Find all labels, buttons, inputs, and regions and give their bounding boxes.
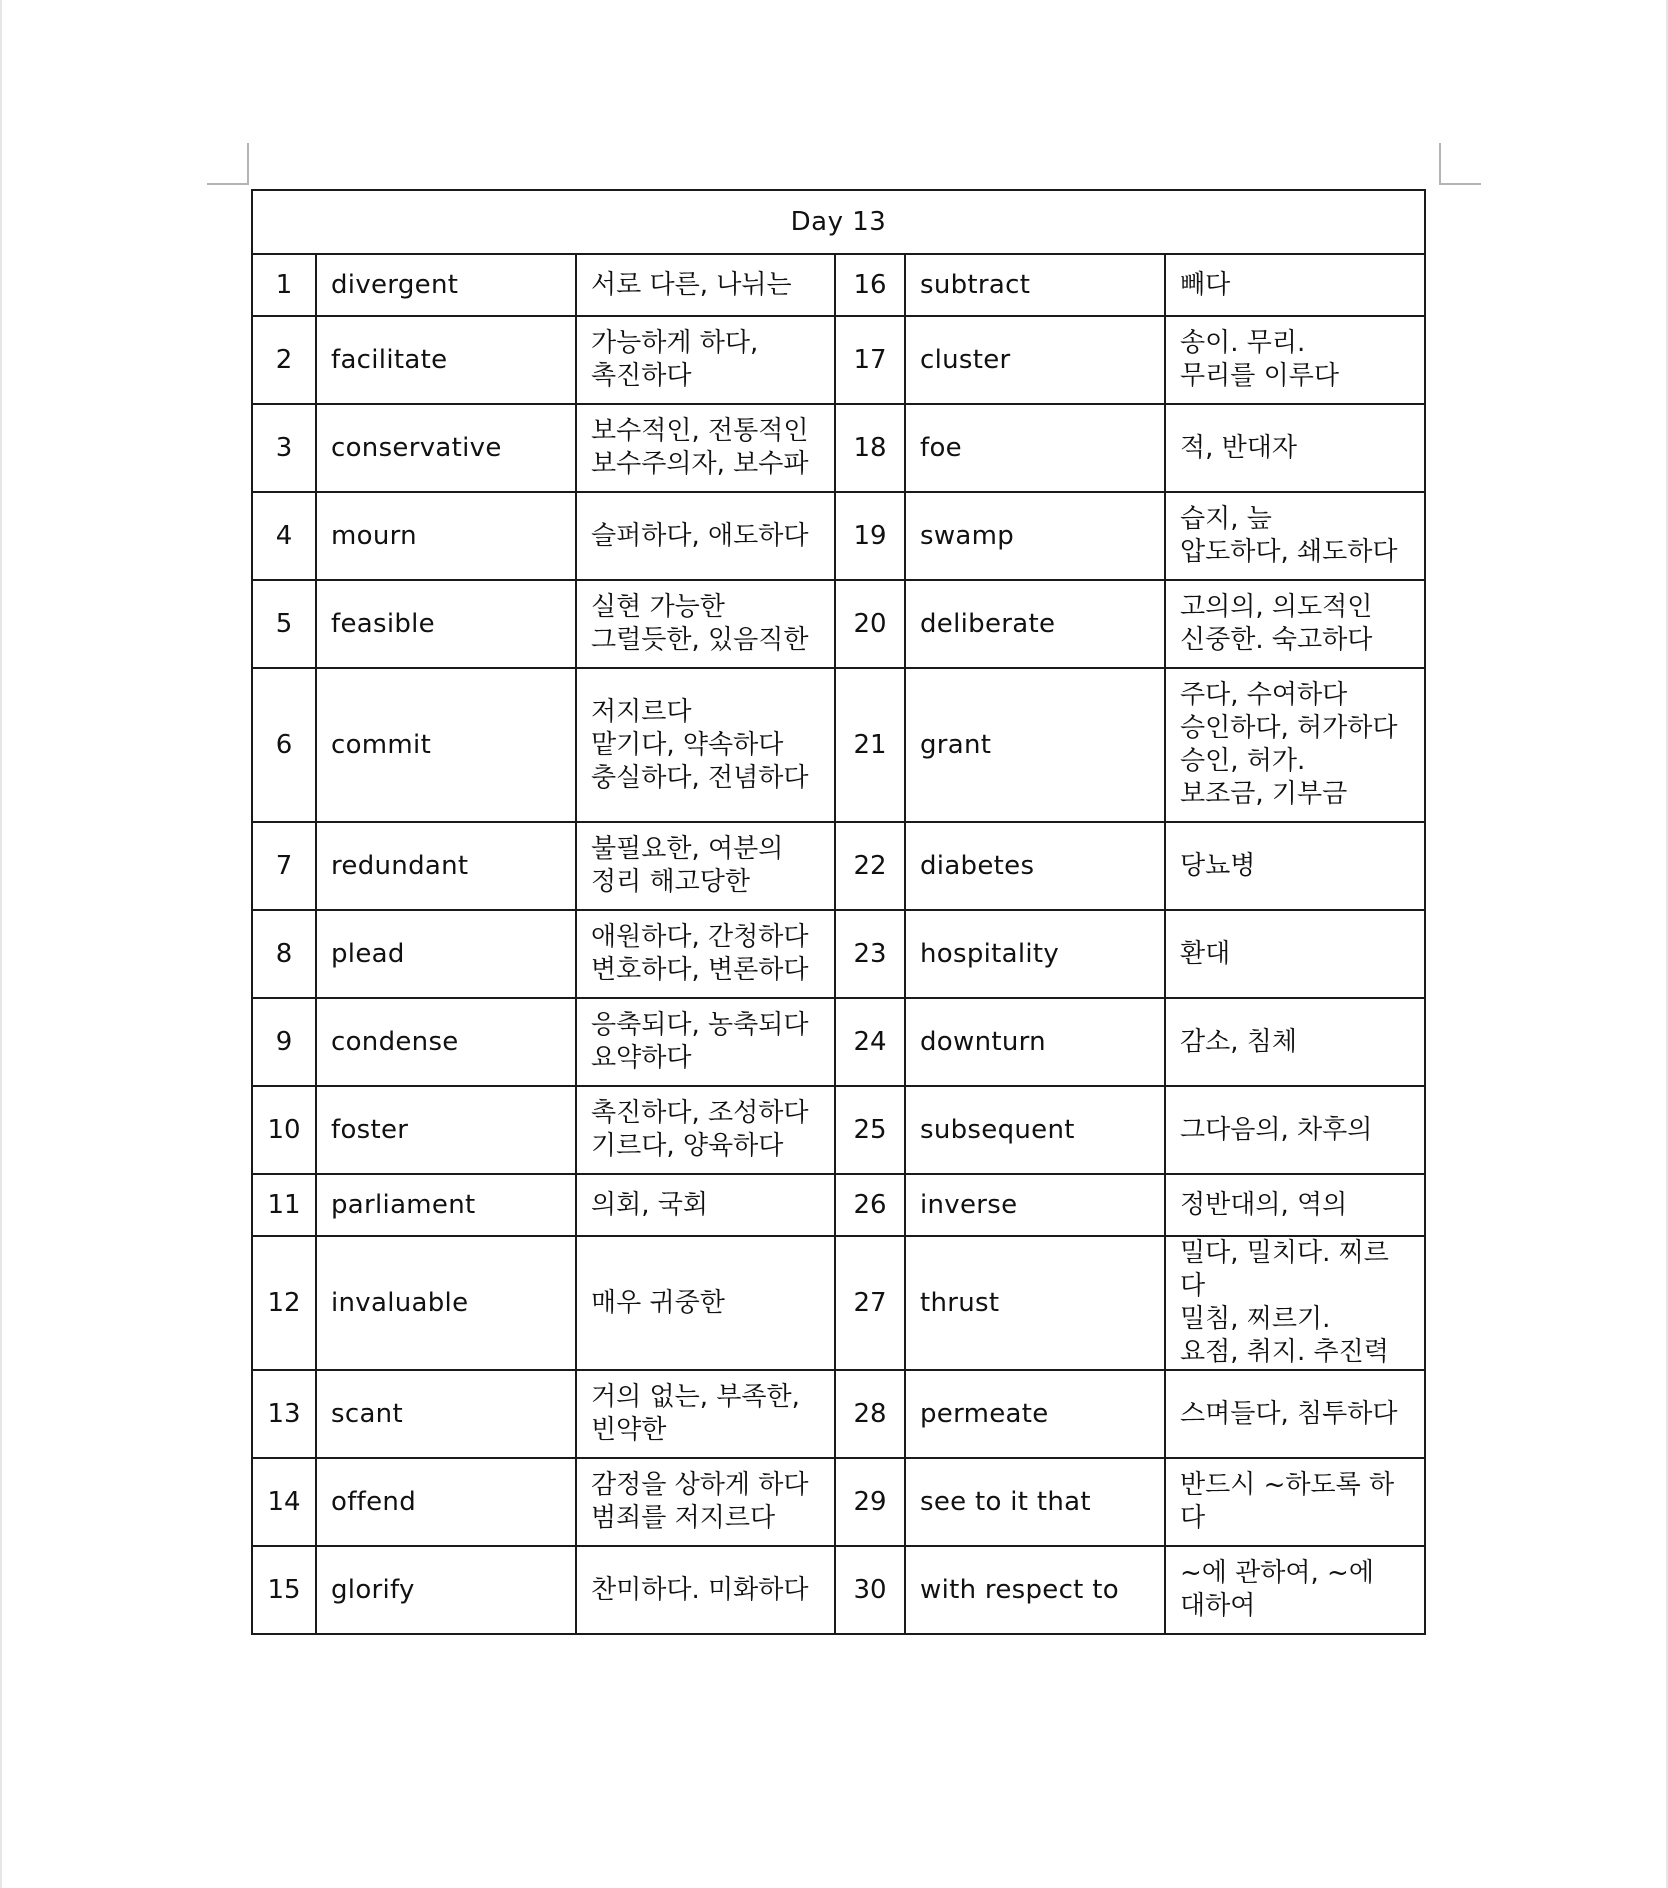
right-entry-number: 29: [835, 1458, 905, 1546]
table-row: [252, 668, 1425, 822]
right-entry-number: 19: [835, 492, 905, 580]
left-entry-number: 5: [252, 580, 316, 668]
left-korean-meaning: 저지르다 맡기다, 약속하다 충실하다, 전념하다: [576, 668, 835, 822]
table-row: [252, 1458, 1425, 1546]
right-korean-meaning: ~에 관하여, ~에 대하여: [1165, 1546, 1425, 1634]
right-entry-number: 22: [835, 822, 905, 910]
right-korean-meaning: 밀다, 밀치다. 찌르다 밀침, 찌르기. 요점, 취지. 추진력: [1165, 1236, 1425, 1370]
right-english-word: with respect to: [905, 1546, 1165, 1634]
left-entry-number: 7: [252, 822, 316, 910]
title-row: [252, 190, 1425, 254]
right-entry-number: 25: [835, 1086, 905, 1174]
left-entry-number: 13: [252, 1370, 316, 1458]
left-entry-number: 10: [252, 1086, 316, 1174]
left-korean-meaning: 거의 없는, 부족한, 빈약한: [576, 1370, 835, 1458]
left-entry-number: 2: [252, 316, 316, 404]
right-entry-number: 23: [835, 910, 905, 998]
right-english-word: thrust: [905, 1236, 1165, 1370]
left-english-word: parliament: [316, 1174, 576, 1236]
right-english-word: permeate: [905, 1370, 1165, 1458]
table-row: [252, 1370, 1425, 1458]
left-english-word: plead: [316, 910, 576, 998]
table-row: [252, 404, 1425, 492]
right-english-word: cluster: [905, 316, 1165, 404]
right-entry-number: 20: [835, 580, 905, 668]
crop-mark-top-left: [207, 143, 249, 185]
table-row: [252, 316, 1425, 404]
table-row: [252, 1086, 1425, 1174]
table-row: [252, 580, 1425, 668]
table-row: [252, 998, 1425, 1086]
left-korean-meaning: 감정을 상하게 하다 범죄를 저지르다: [576, 1458, 835, 1546]
left-entry-number: 8: [252, 910, 316, 998]
right-korean-meaning: 반드시 ~하도록 하다: [1165, 1458, 1425, 1546]
left-entry-number: 11: [252, 1174, 316, 1236]
table-title: Day 13: [252, 190, 1425, 254]
right-entry-number: 28: [835, 1370, 905, 1458]
right-korean-meaning: 습지, 늪 압도하다, 쇄도하다: [1165, 492, 1425, 580]
right-english-word: grant: [905, 668, 1165, 822]
table-row: [252, 1236, 1425, 1370]
left-korean-meaning: 애원하다, 간청하다 변호하다, 변론하다: [576, 910, 835, 998]
right-entry-number: 27: [835, 1236, 905, 1370]
left-korean-meaning: 서로 다른, 나뉘는: [576, 254, 835, 316]
right-english-word: subsequent: [905, 1086, 1165, 1174]
left-english-word: invaluable: [316, 1236, 576, 1370]
right-korean-meaning: 감소, 침체: [1165, 998, 1425, 1086]
right-english-word: inverse: [905, 1174, 1165, 1236]
left-korean-meaning: 실현 가능한 그럴듯한, 있음직한: [576, 580, 835, 668]
table-row: [252, 1546, 1425, 1634]
right-korean-meaning: 주다, 수여하다 승인하다, 허가하다 승인, 허가. 보조금, 기부금: [1165, 668, 1425, 822]
right-korean-meaning: 정반대의, 역의: [1165, 1174, 1425, 1236]
right-entry-number: 18: [835, 404, 905, 492]
right-korean-meaning: 스며들다, 침투하다: [1165, 1370, 1425, 1458]
left-english-word: offend: [316, 1458, 576, 1546]
right-korean-meaning: 고의의, 의도적인 신중한. 숙고하다: [1165, 580, 1425, 668]
left-english-word: glorify: [316, 1546, 576, 1634]
right-english-word: see to it that: [905, 1458, 1165, 1546]
table-row: [252, 910, 1425, 998]
left-entry-number: 3: [252, 404, 316, 492]
table-row: [252, 822, 1425, 910]
right-entry-number: 30: [835, 1546, 905, 1634]
left-entry-number: 14: [252, 1458, 316, 1546]
left-korean-meaning: 촉진하다, 조성하다 기르다, 양육하다: [576, 1086, 835, 1174]
left-english-word: commit: [316, 668, 576, 822]
right-entry-number: 26: [835, 1174, 905, 1236]
left-korean-meaning: 불필요한, 여분의 정리 해고당한: [576, 822, 835, 910]
left-english-word: condense: [316, 998, 576, 1086]
left-entry-number: 1: [252, 254, 316, 316]
right-entry-number: 24: [835, 998, 905, 1086]
left-korean-meaning: 보수적인, 전통적인 보수주의자, 보수파: [576, 404, 835, 492]
right-entry-number: 21: [835, 668, 905, 822]
table-row: [252, 492, 1425, 580]
vocabulary-table: [251, 189, 1426, 1635]
left-english-word: foster: [316, 1086, 576, 1174]
right-english-word: foe: [905, 404, 1165, 492]
left-entry-number: 9: [252, 998, 316, 1086]
left-english-word: feasible: [316, 580, 576, 668]
right-korean-meaning: 적, 반대자: [1165, 404, 1425, 492]
left-korean-meaning: 의회, 국회: [576, 1174, 835, 1236]
table-row: [252, 254, 1425, 316]
left-entry-number: 12: [252, 1236, 316, 1370]
document-page: [2, 0, 1666, 1888]
left-english-word: facilitate: [316, 316, 576, 404]
left-korean-meaning: 가능하게 하다, 촉진하다: [576, 316, 835, 404]
left-entry-number: 15: [252, 1546, 316, 1634]
right-korean-meaning: 빼다: [1165, 254, 1425, 316]
right-entry-number: 16: [835, 254, 905, 316]
left-korean-meaning: 매우 귀중한: [576, 1236, 835, 1370]
right-korean-meaning: 그다음의, 차후의: [1165, 1086, 1425, 1174]
right-english-word: deliberate: [905, 580, 1165, 668]
right-korean-meaning: 당뇨병: [1165, 822, 1425, 910]
right-entry-number: 17: [835, 316, 905, 404]
table-row: [252, 1174, 1425, 1236]
crop-mark-top-right: [1439, 143, 1481, 185]
left-entry-number: 4: [252, 492, 316, 580]
right-english-word: hospitality: [905, 910, 1165, 998]
left-korean-meaning: 슬퍼하다, 애도하다: [576, 492, 835, 580]
left-english-word: divergent: [316, 254, 576, 316]
right-english-word: subtract: [905, 254, 1165, 316]
left-english-word: mourn: [316, 492, 576, 580]
left-english-word: redundant: [316, 822, 576, 910]
right-korean-meaning: 환대: [1165, 910, 1425, 998]
left-english-word: conservative: [316, 404, 576, 492]
right-english-word: downturn: [905, 998, 1165, 1086]
left-entry-number: 6: [252, 668, 316, 822]
left-korean-meaning: 찬미하다. 미화하다: [576, 1546, 835, 1634]
right-english-word: swamp: [905, 492, 1165, 580]
right-english-word: diabetes: [905, 822, 1165, 910]
left-english-word: scant: [316, 1370, 576, 1458]
left-korean-meaning: 응축되다, 농축되다 요약하다: [576, 998, 835, 1086]
right-korean-meaning: 송이. 무리. 무리를 이루다: [1165, 316, 1425, 404]
